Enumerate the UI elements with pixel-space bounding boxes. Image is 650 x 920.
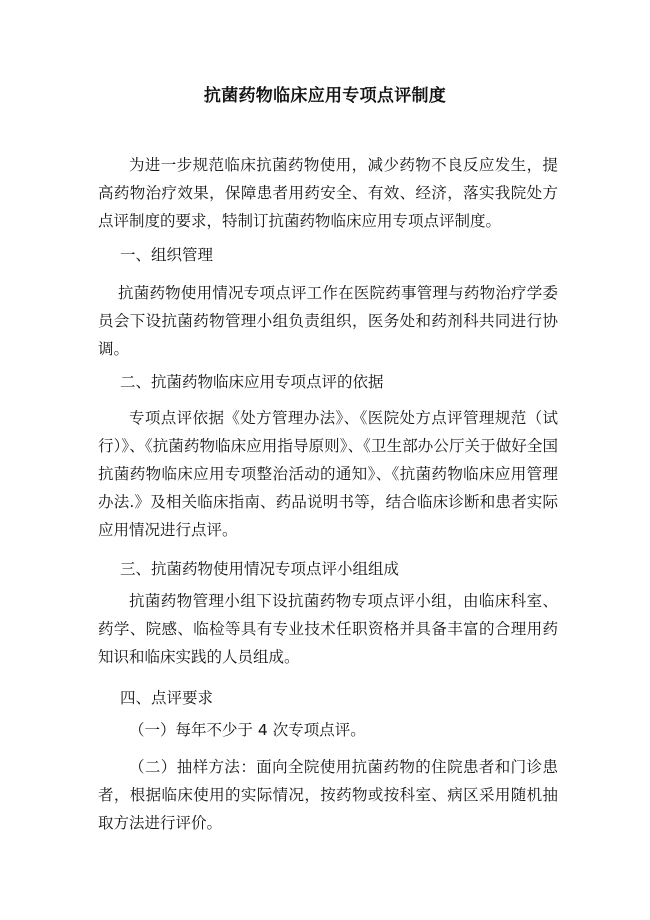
page-title: 抗菌药物临床应用专项点评制度	[203, 86, 447, 106]
requirement-item-2: （二）抽样方法：面向全院使用抗菌药物的住院患者和门诊患者，根据临床使用的实际情况，按药物或按科室、病区采用随机抽取方法进行评价。	[98, 758, 558, 832]
section-heading-organization: 一、组织管理	[120, 246, 214, 264]
section-body-team: 抗菌药物管理小组下设抗菌药物专项点评小组，由临床科室、药学、院感、临检等具有专业技术任职资格并具备丰富的合理用药知识和临床实践的人员组成。	[98, 592, 558, 666]
requirement-item-1: （一）每年不少于 4 次专项点评。	[129, 721, 366, 739]
section-body-basis: 专项点评依据《处方管理办法》、《医院处方点评管理规范（试行）》、《抗菌药物临床应用指导原则》、《卫生部办公厅关于做好全国抗菌药物临床应用专项整治活动的通知》、《抗菌药物临床应用管理办法.》及相关临床指南、药品说明书等，结合临床诊断和患者实际应用情况进行点评。	[98, 409, 558, 539]
intro-paragraph: 为进一步规范临床抗菌药物使用，减少药物不良反应发生，提高药物治疗效果，保障患者用药安全、有效、经济，落实我院处方点评制度的要求，特制订抗菌药物临床应用专项点评制度。	[98, 156, 558, 230]
section-body-organization: 抗菌药物使用情况专项点评工作在医院药事管理与药物治疗学委员会下设抗菌药物管理小组负责组织，医务处和药剂科共同进行协调。	[98, 284, 558, 358]
section-heading-basis: 二、抗菌药物临床应用专项点评的依据	[120, 373, 384, 391]
section-heading-team: 三、抗菌药物使用情况专项点评小组组成	[120, 560, 400, 578]
section-heading-requirements: 四、点评要求	[120, 689, 214, 707]
